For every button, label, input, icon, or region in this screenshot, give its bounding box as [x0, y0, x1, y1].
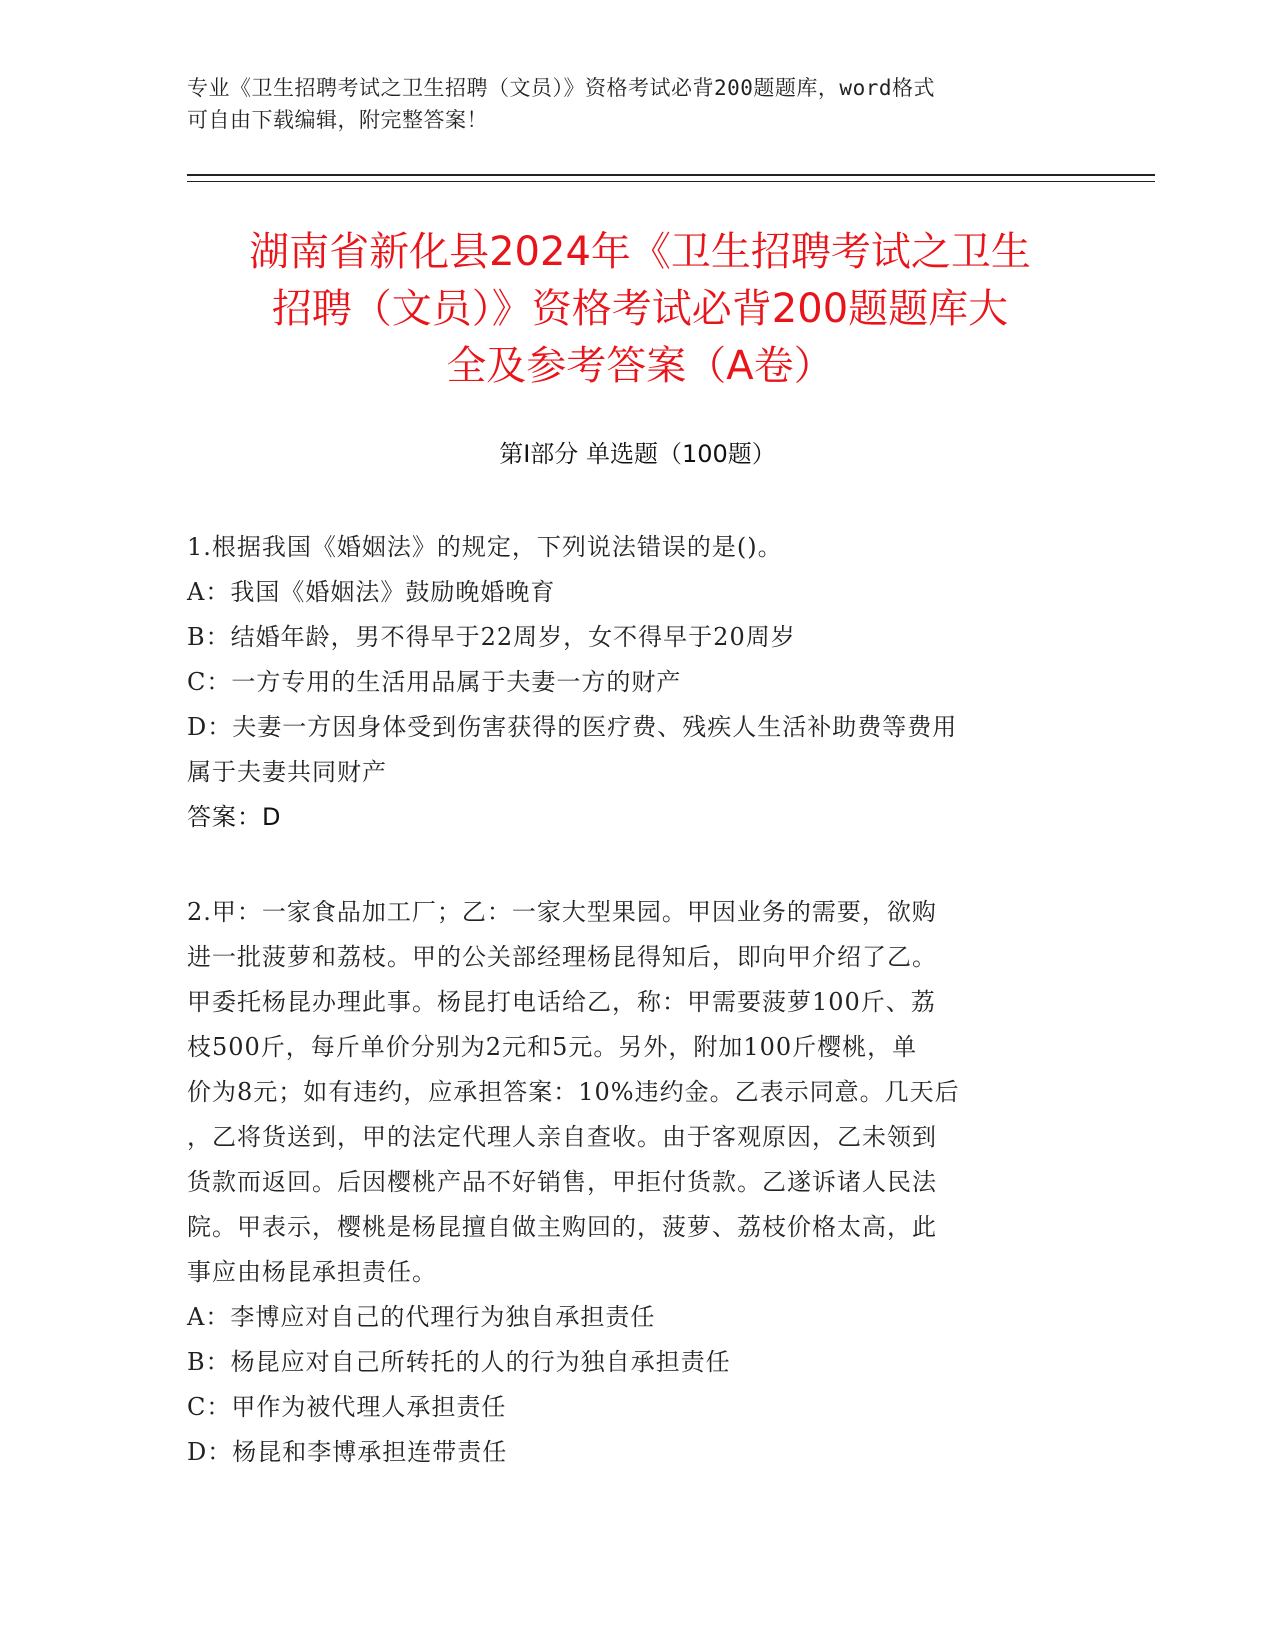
- question-stem: 甲委托杨昆办理此事。杨昆打电话给乙，称：甲需要菠萝100斤、荔: [187, 988, 936, 1016]
- question-stem: 进一批菠萝和荔枝。甲的公关部经理杨昆得知后，即向甲介绍了乙。: [187, 943, 937, 971]
- question-stem: 院。甲表示，樱桃是杨昆擅自做主购回的，菠萝、荔枝价格太高，此: [187, 1213, 937, 1241]
- title-line: 招聘（文员）》资格考试必背200题题库大: [271, 286, 1009, 332]
- header-divider-thin: [187, 181, 1155, 182]
- section-heading: 第Ⅰ部分 单选题（100题）: [499, 440, 776, 468]
- question-2: [187, 890, 1067, 1475]
- question-stem: 枝500斤，每斤单价分别为2元和5元。另外，附加100斤樱桃，单: [187, 1033, 918, 1061]
- title-line: 湖南省新化县2024年《卫生招聘考试之卫生: [249, 229, 1031, 275]
- option-c: C：甲作为被代理人承担责任: [187, 1393, 507, 1421]
- question-1: [187, 525, 1067, 840]
- title-line: 全及参考答案（A卷）: [446, 343, 834, 389]
- option-b: B：杨昆应对自己所转托的人的行为独自承担责任: [187, 1348, 731, 1376]
- header-divider-thick: [187, 174, 1155, 176]
- question-stem: 货款而返回。后因樱桃产品不好销售，甲拒付货款。乙遂诉诸人民法: [187, 1168, 937, 1196]
- question-stem: 价为8元；如有违约，应承担答案：10%违约金。乙表示同意。几天后: [187, 1078, 960, 1106]
- option-a: A：我国《婚姻法》鼓励晚婚晚育: [187, 578, 556, 606]
- option-c: C：一方专用的生活用品属于夫妻一方的财产: [187, 668, 682, 696]
- option-d: D：杨昆和李博承担连带责任: [187, 1438, 508, 1466]
- header-note: [187, 72, 1067, 136]
- question-stem: 1.根据我国《婚姻法》的规定，下列说法错误的是()。: [187, 533, 783, 561]
- document-title: [180, 224, 1100, 395]
- option-b: B：结婚年龄，男不得早于22周岁，女不得早于20周岁: [187, 623, 796, 651]
- question-stem: 2.甲：一家食品加工厂；乙：一家大型果园。甲因业务的需要，欲购: [187, 898, 937, 926]
- option-a: A：李博应对自己的代理行为独自承担责任: [187, 1303, 656, 1331]
- question-stem: 事应由杨昆承担责任。: [187, 1258, 437, 1286]
- answer: 答案：D: [187, 803, 282, 831]
- header-note-line: 可自由下载编辑，附完整答案！: [187, 108, 488, 132]
- option-d: D：夫妻一方因身体受到伤害获得的医疗费、残疾人生活补助费等费用: [187, 713, 958, 741]
- header-note-line: 专业《卫生招聘考试之卫生招聘（文员）》资格考试必背200题题库，word格式: [187, 76, 935, 100]
- option-d-continued: 属于夫妻共同财产: [187, 758, 387, 786]
- question-stem: ，乙将货送到，甲的法定代理人亲自查收。由于客观原因，乙未领到: [187, 1123, 937, 1151]
